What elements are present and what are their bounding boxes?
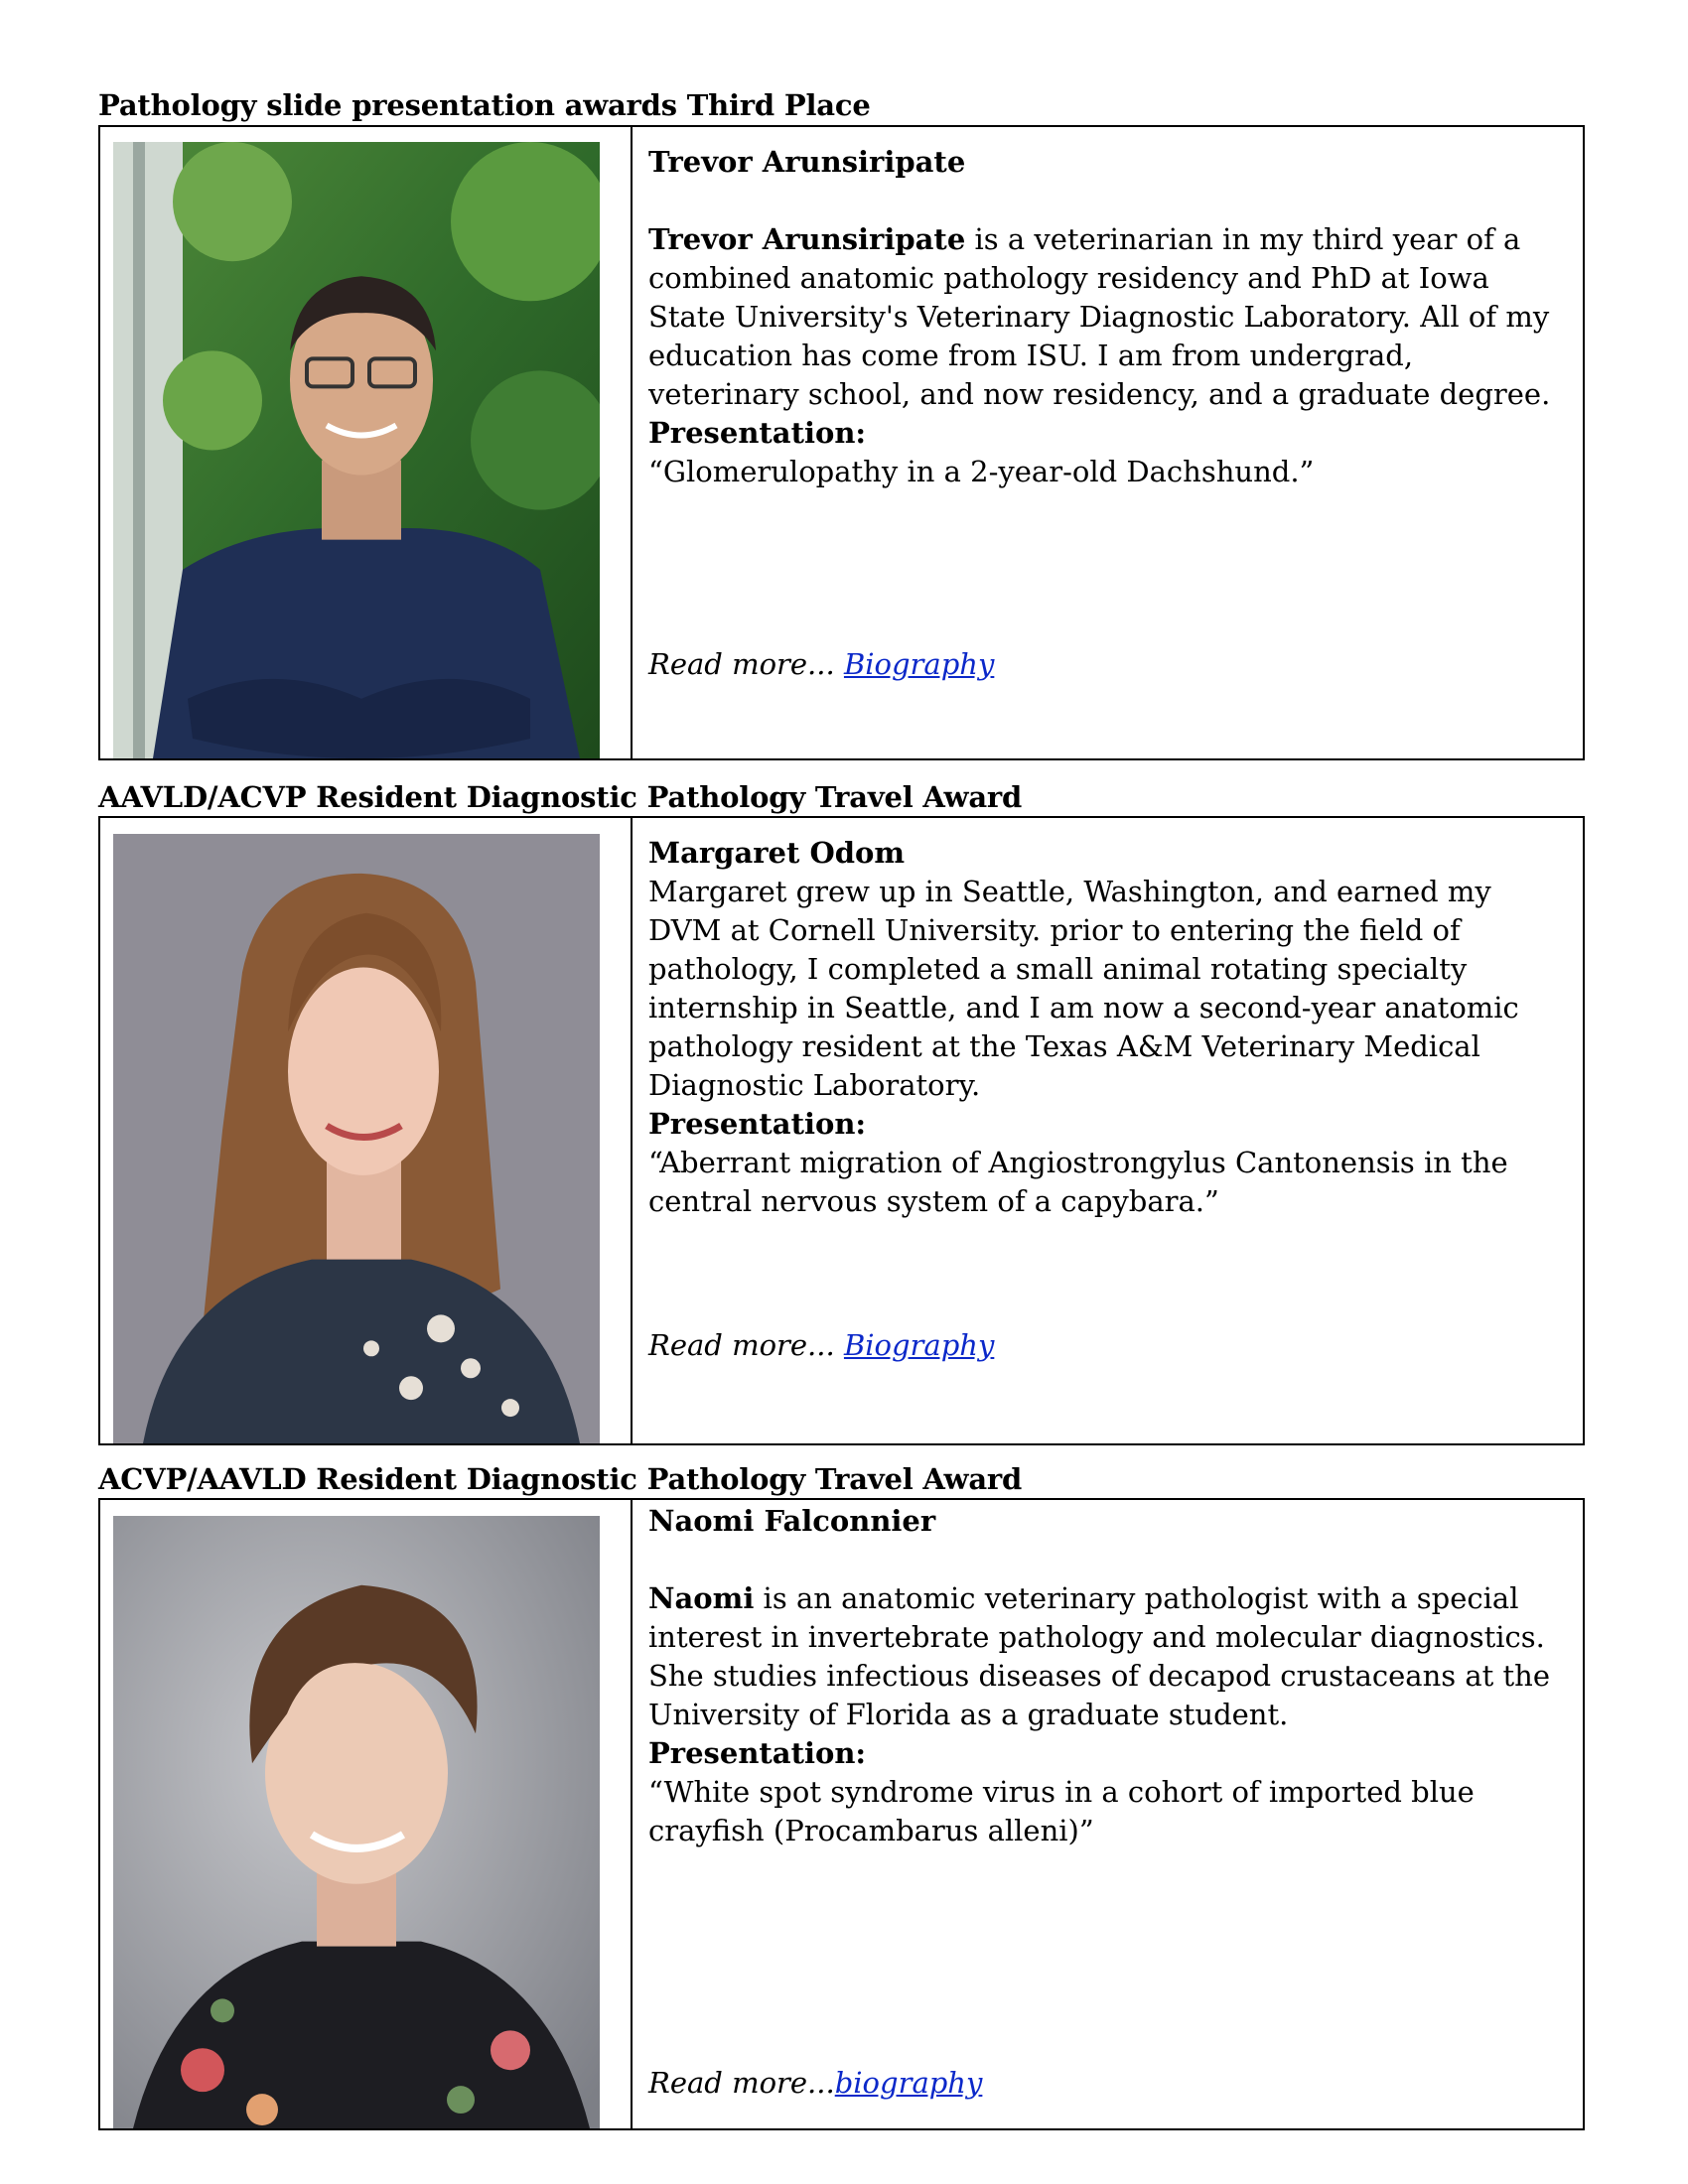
presentation-title: “Aberrant migration of Angiostrongylus Cantonensis in the central nervous system of a capybara.” (648, 1146, 1508, 1218)
read-more-label: Read more... (648, 647, 835, 681)
presentation-title: “Glomerulopathy in a 2-year-old Dachshund.” (648, 455, 1315, 488)
read-more (648, 647, 994, 681)
bio-lead: Naomi (648, 1581, 755, 1615)
awardee-bio (648, 1579, 1569, 1734)
awardee-text-margaret (648, 834, 1569, 1221)
bio-rest: is an anatomic veterinary pathologist with a special interest in invertebrate pathology and molecular diagnostics. She studies infectious diseases of decapod crustaceans at the University of Florida as a graduate student. (648, 1581, 1551, 1731)
photo-cell (100, 818, 633, 1443)
awardee-name: Trevor Arunsiripate (648, 145, 966, 179)
awardee-bio (648, 220, 1569, 414)
bio-rest: is a veterinarian in my third year of a combined anatomic pathology residency and PhD at Iowa State University's Veterinary Diagnostic Laboratory. All of my education has come from ISU. I am from undergrad, veterinary school, and now residency, and a graduate degree. (648, 222, 1551, 411)
awardee-text-naomi (648, 1502, 1569, 1850)
section-heading-aavld-acvp: AAVLD/ACVP Resident Diagnostic Pathology Travel Award (98, 780, 1023, 814)
presentation-label: Presentation: (648, 1736, 867, 1770)
section-heading-acvp-aavld: ACVP/AAVLD Resident Diagnostic Pathology Travel Award (98, 1462, 1023, 1496)
biography-link[interactable]: Biography (843, 647, 995, 681)
read-more-label: Read more... (648, 1328, 835, 1362)
section-heading-third-place: Pathology slide presentation awards Third Place (98, 88, 871, 122)
presentation-label: Presentation: (648, 416, 867, 450)
presentation-label: Presentation: (648, 1107, 867, 1141)
portrait-photo-naomi (113, 1516, 600, 2128)
bio-lead: Trevor Arunsiripate (648, 222, 966, 256)
photo-cell (100, 127, 633, 758)
portrait-photo-trevor (113, 142, 600, 758)
awardee-card-naomi (98, 1498, 1585, 2130)
biography-link[interactable]: biography (834, 2066, 983, 2100)
read-more (648, 2066, 982, 2100)
photo-cell (100, 1500, 633, 2128)
presentation-title: “White spot syndrome virus in a cohort of imported blue crayfish (Procambarus alleni)” (648, 1775, 1475, 1847)
read-more (648, 1328, 994, 1362)
awardee-text-trevor (648, 143, 1569, 491)
awardee-card-trevor (98, 125, 1585, 760)
portrait-photo-margaret (113, 834, 600, 1443)
awardee-card-margaret (98, 816, 1585, 1445)
awardee-name: Naomi Falconnier (648, 1504, 936, 1538)
biography-link[interactable]: Biography (843, 1328, 995, 1362)
awardee-name: Margaret Odom (648, 836, 906, 870)
read-more-label: Read more... (648, 2066, 835, 2100)
awardee-bio: Margaret grew up in Seattle, Washington, and earned my DVM at Cornell University. prior to entering the field of pathology, I completed a small animal rotating specialty internship in Seattle, and I am now a second-year anatomic pathology resident at the Texas A&M Veterinary Medical Diagnostic Laboratory. (648, 875, 1519, 1102)
